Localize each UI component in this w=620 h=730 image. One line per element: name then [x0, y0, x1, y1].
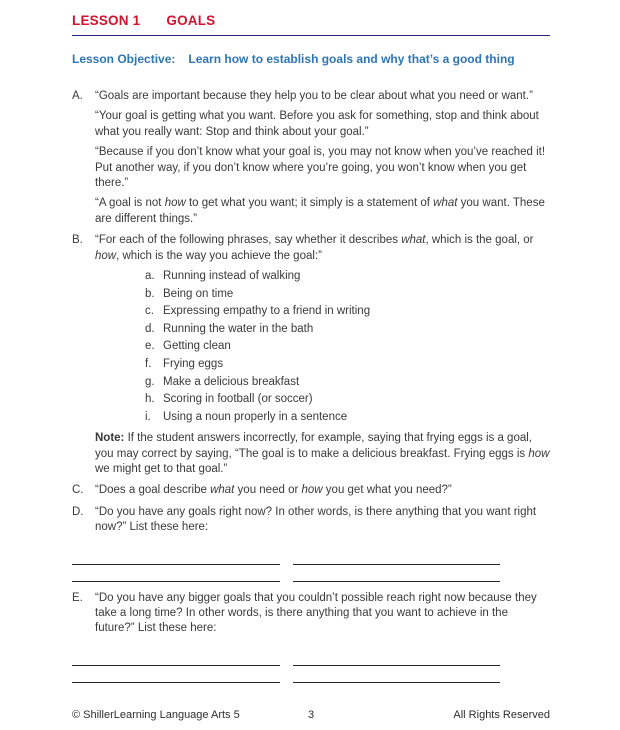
- phrase-list: [145, 269, 550, 425]
- header-rule: [72, 35, 550, 36]
- paragraph: “A goal is not how to get what you want; it simply is a statement of what you want. These are different things.”: [95, 197, 545, 225]
- answer-lines-d: [72, 548, 550, 582]
- objective-text: Learn how to establish goals and why that’s a good thing: [188, 52, 515, 66]
- paragraph: “Goals are important because they help you to be clear about what you need or want.”: [95, 90, 533, 102]
- paragraph: “Do you have any goals right now? In other words, is there anything that you want right now?” List these here:: [95, 505, 537, 534]
- paragraph: “For each of the following phrases, say whether it describes what, which is the goal, or how, which is the way you achieve the goal:”: [95, 234, 534, 262]
- answer-line-row: [72, 565, 550, 582]
- answer-line: [72, 666, 280, 683]
- phrase-list-item: [145, 375, 550, 390]
- section-b-body: [95, 233, 550, 482]
- note-paragraph: Note: If the student answers incorrectly, for example, saying that frying eggs is a goal, you may correct by saying, “The goal is to make a delicious breakfast. Frying eggs is how we might get to that goal.”: [95, 432, 550, 476]
- section-a-marker: A.: [72, 90, 83, 102]
- item-marker: d.: [145, 322, 155, 335]
- answer-line: [293, 548, 500, 565]
- answer-line: [293, 649, 500, 666]
- lesson-title: GOALS: [166, 13, 216, 28]
- item-marker: c.: [145, 305, 154, 318]
- item-text: Using a noun properly in a sentence: [163, 410, 348, 423]
- section-a: [72, 89, 550, 232]
- phrase-list-item: [145, 287, 550, 302]
- paragraph: “Do you have any bigger goals that you couldn’t possible reach right now because they take a long time? In other words, is there anything that you want to achieve in the future?” List these here:: [95, 591, 537, 635]
- item-text: Scoring in football (or soccer): [163, 393, 313, 406]
- answer-line: [72, 565, 280, 582]
- objective-label: Lesson Objective:: [72, 52, 176, 66]
- item-text: Running instead of walking: [163, 270, 301, 283]
- phrase-list-item: [145, 322, 550, 337]
- item-marker: h.: [145, 393, 155, 406]
- phrase-list-item: [145, 269, 550, 284]
- item-marker: a.: [145, 270, 155, 283]
- paragraph: “Because if you don’t know what your goal is, you may not know when you’ve reached it! Put another way, if you don’t know where you’re going, you won’t know when you get there.”: [95, 146, 546, 190]
- footer-page-number: 3: [307, 709, 315, 721]
- lesson-body: [72, 89, 550, 683]
- phrase-list-item: [145, 392, 550, 407]
- section-e-marker: E.: [72, 591, 83, 604]
- phrase-list-item: [145, 357, 550, 372]
- lesson-objective: [72, 52, 550, 66]
- section-d-body: [95, 505, 550, 541]
- section-b-marker: B.: [72, 234, 83, 247]
- section-d-marker: D.: [72, 505, 84, 518]
- answer-line-row: [72, 666, 550, 683]
- paragraph: “Your goal is getting what you want. Before you ask for something, stop and think about what you really want: Stop and think about your goal.”: [95, 110, 539, 138]
- answer-line-row: [72, 649, 550, 666]
- section-b: [72, 233, 550, 482]
- phrase-list-item: [145, 304, 550, 319]
- footer-rights: All Rights Reserved: [453, 709, 550, 721]
- item-text: Running the water in the bath: [163, 322, 314, 335]
- page-footer: [72, 709, 550, 721]
- section-c: [72, 483, 550, 503]
- footer-copyright: © ShillerLearning Language Arts 5: [72, 709, 240, 721]
- item-text: Being on time: [163, 287, 234, 300]
- item-marker: e.: [145, 340, 155, 353]
- item-marker: i.: [145, 410, 151, 423]
- answer-line-row: [72, 548, 550, 565]
- paragraph: “Does a goal describe what you need or how you get what you need?”: [95, 484, 452, 497]
- answer-line: [72, 649, 280, 666]
- answer-line: [293, 565, 500, 582]
- item-text: Getting clean: [163, 340, 231, 353]
- section-c-body: [95, 483, 550, 503]
- section-d: [72, 505, 550, 541]
- item-marker: f.: [145, 358, 152, 371]
- phrase-list-item: [145, 410, 550, 425]
- lesson-header: [72, 13, 550, 28]
- answer-line: [72, 548, 280, 565]
- lesson-number-label: LESSON 1: [72, 13, 141, 28]
- item-marker: g.: [145, 375, 155, 388]
- answer-line: [293, 666, 500, 683]
- section-a-body: [95, 89, 550, 232]
- item-text: Frying eggs: [163, 358, 224, 371]
- item-marker: b.: [145, 287, 155, 300]
- section-e: [72, 591, 550, 642]
- item-text: Expressing empathy to a friend in writing: [163, 305, 371, 318]
- item-text: Make a delicious breakfast: [163, 375, 300, 388]
- answer-lines-e: [72, 649, 550, 683]
- section-e-body: [95, 591, 550, 642]
- phrase-list-item: [145, 339, 550, 354]
- section-c-marker: C.: [72, 484, 84, 497]
